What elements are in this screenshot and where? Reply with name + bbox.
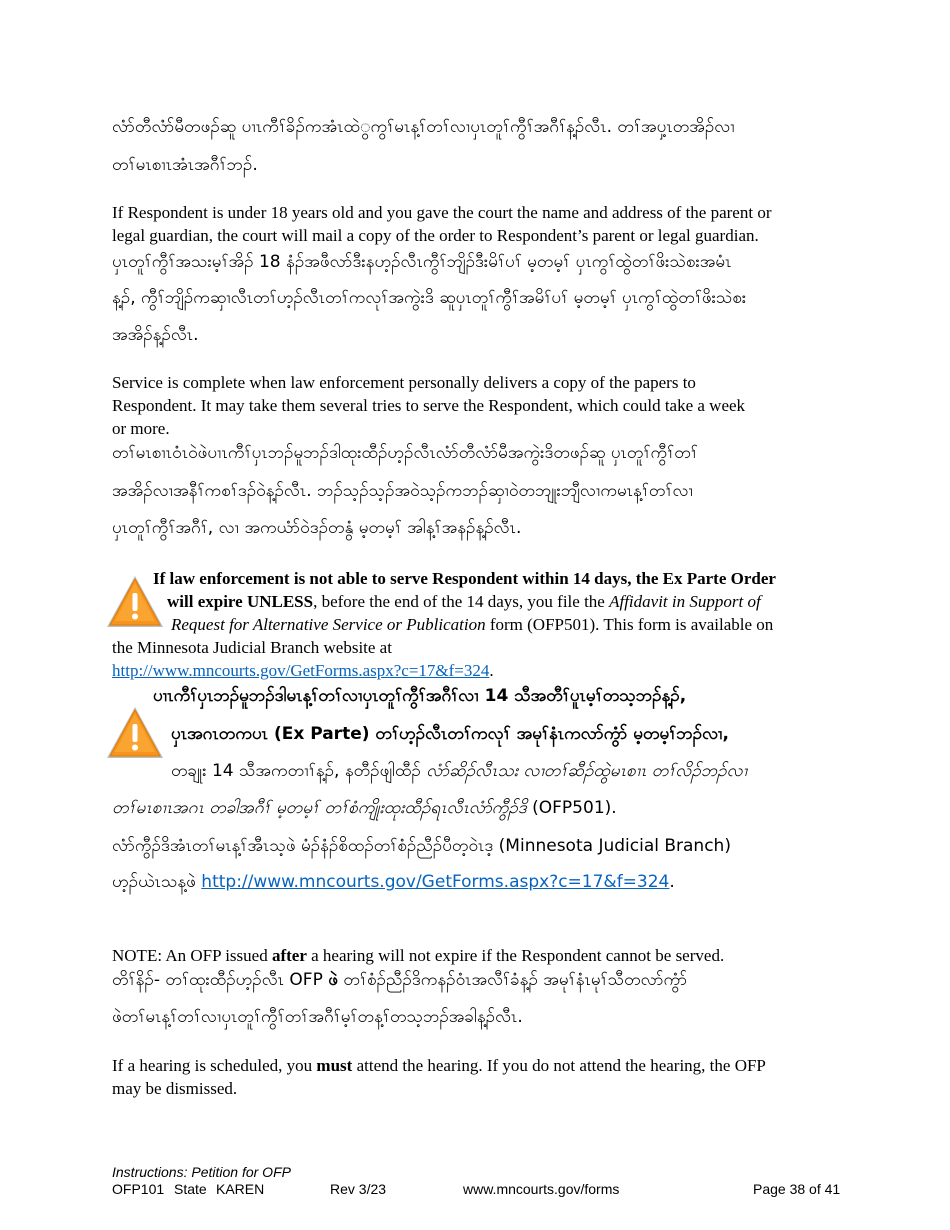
karen-paragraph-3-line-1: တၢ်မၤစၢၤဝံၤဝဲဖဲပၢၤကီၢ်ပှၤဘၣ်မူဘၣ်ဒါထုးထီၣ်ဟ့ၣ်လီၤလံာ်တီလံာ်မီအကွဲးဒိတဖၣ်ဆူ ပှၤတူၢ်ကွီၢ်တၢ် <box>112 443 698 463</box>
warning-karen-line-3 <box>171 752 747 790</box>
note-karen-bold: ဖဲ <box>328 970 338 990</box>
hearing-bold: must <box>316 1056 353 1075</box>
warning-english-line-1: If law enforcement is not able to serve Respondent within 14 days, the Ex Parte Order <box>153 569 776 588</box>
warning-english-bold: will expire UNLESS <box>167 592 314 611</box>
karen-paragraph-1-line-2: တၢ်မၤစၢၤအံၤအဂီၢ်ဘၣ်. <box>112 155 258 175</box>
warning-karen-line-1: ပၢၤကီၢ်ပှၤဘၣ်မူဘၣ်ဒါမၤန့ၢ်တၢ်လၢပှၤတူၢ်ကွီၢ်အဂီၢ်လၢ 14 သီအတီၢ်ပူၤမ့ၢ်တသ့ဘၣ်န့ၣ်, <box>153 686 687 706</box>
warning-karen-line-6 <box>112 863 675 901</box>
warning-karen-form-title-cont: တၢ်မၤစၢၤအဂၤ တခါအဂီၢ် မ့တမ့ၢ် တၢ်စံကျိုးထုးထီၣ်ရၤလီၤလံာ်ကွီၣ်ဒိ <box>112 798 527 818</box>
karen-paragraph-2-line-1: ပှၤတူၢ်ကွီၢ်အသးမ့ၢ်အိၣ် 18 နံၣ်အဖီလာ်ဒီးနဟ့ၣ်လီၤကွီၢ်ဘျိၣ်ဒီးမိၢ်ပၢ် မ့တမ့ၢ် ပှၤကွၢ်ထွဲတၢ်ဖိးသဲစးအမံၤ <box>112 252 732 272</box>
footer-language: KAREN <box>216 1181 265 1197</box>
footer-state: State <box>174 1181 207 1197</box>
karen-paragraph-2-line-3: အအိၣ်န့ၣ်လီၤ. <box>112 325 199 345</box>
note-karen-line-2: ဖဲတၢ်မၤန့ၢ်တၢ်လၢပှၤတူၢ်ကွီၢ်တၢ်အဂီၢ်မ့ၢ်တန့ၢ်တသ့ဘၣ်အခါန့ၣ်လီၤ. <box>112 1007 523 1027</box>
footer-title: Instructions: Petition for OFP <box>112 1164 291 1180</box>
english-paragraph-2-line-1: If Respondent is under 18 years old and you gave the court the name and address of the parent or <box>112 203 772 222</box>
footer-revision: Rev 3/23 <box>330 1181 387 1197</box>
note-english-text-c: a hearing will not expire if the Respondent cannot be served. <box>306 946 725 965</box>
warning-english-line-2 <box>167 590 761 613</box>
warning-karen-line-5: လံာ်ကွီၣ်ဒိအံၤတၢ်မၤန့ၢ်အီၤသ့ဖဲ မံၣ်နံၣ်စိထၣ်တၢ်စံၣ်ညီၣ်ပီတ့ဝဲၤဒ့ (Minnesota Judicial Branch) <box>112 836 731 856</box>
hearing-english-line-2: may be dismissed. <box>112 1079 238 1098</box>
english-paragraph-2-line-2: legal guardian, the court will mail a copy of the order to Respondent’s parent or legal guardian. <box>112 226 759 245</box>
note-karen-text-a: တိၢ်နိၣ်- တၢ်ထုးထီၣ်ဟ့ၣ်လီၤ OFP <box>112 970 329 990</box>
warning-karen-period: . <box>669 872 675 892</box>
note-karen-text-c: တၢ်စံၣ်ညီၣ်ဒိကနၣ်ဝံၤအလီၢ်ခံန့ၣ် အမုၢ်နံၤမုၢ်သီတလာ်ကွံာ် <box>337 970 688 990</box>
warning-english-form-title: Affidavit in Support of <box>609 592 761 611</box>
warning-karen-form-number: (OFP501). <box>526 798 617 818</box>
warning-english-line-3 <box>171 613 773 636</box>
warning-english-text: , before the end of the 14 days, you file the <box>313 592 610 611</box>
karen-paragraph-3-line-2: အအိၣ်လၢအနီၢ်ကစၢ်ဒၣ်ဝဲန့ၣ်လီၤ. ဘၣ်သ့ၣ်သ့ၣ်အဝဲသ့ၣ်ကဘၣ်ဆှၢဝဲတဘျုးဘျီလၢကမၤန့ၢ်တၢ်လၢ <box>112 481 693 501</box>
forms-link-english[interactable]: http://www.mncourts.gov/GetForms.aspx?c=17&f=324 <box>112 661 490 680</box>
warning-english-form-title-cont: Request for Alternative Service or Publication <box>171 615 486 634</box>
footer-website: www.mncourts.gov/forms <box>463 1181 620 1197</box>
hearing-text-c: attend the hearing. If you do not attend the hearing, the OFP <box>352 1056 766 1075</box>
footer-page-number: Page 38 of 41 <box>753 1181 841 1197</box>
warning-karen-text: တချုး 14 သီအကတၢၢ်န့ၣ်, နတီၣ်ဖျါထီၣ် <box>171 761 427 781</box>
warning-karen-line-4 <box>112 789 617 827</box>
warning-english-form-text: form (OFP501). This form is available on <box>485 615 774 634</box>
hearing-english-line-1 <box>112 1054 766 1077</box>
karen-paragraph-1-line-1: လံာ်တီလံာ်မီတဖၣ်ဆူ ပၢၤကီၢ်ခိၣ်ကအံၤထဲွကွၢ်မၤန့ၢ်တၢ်လၢပှၤတူၢ်ကွီၢ်အဂီၢ်န့ၣ်လီၤ. တၢ်အပှ့ၤတအိၣ်လၢ <box>112 117 735 137</box>
warning-english-line-4: the Minnesota Judicial Branch website at <box>112 638 392 657</box>
english-paragraph-3-line-3: or more. <box>112 419 170 438</box>
forms-link-karen[interactable]: http://www.mncourts.gov/GetForms.aspx?c=17&f=324 <box>201 872 670 892</box>
warning-karen-form-title: လံာ်ဆိၣ်လီၤသး လၢတၢ်ဆီၣ်ထွဲမၤစၢၤ တၢ်လိၣ်ဘၣ်လၢ <box>426 761 748 781</box>
hearing-text-a: If a hearing is scheduled, you <box>112 1056 317 1075</box>
english-paragraph-3-line-1: Service is complete when law enforcement personally delivers a copy of the papers to <box>112 373 696 392</box>
note-karen-line-1 <box>112 961 687 999</box>
english-paragraph-3-line-2: Respondent. It may take them several tries to serve the Respondent, which could take a week <box>112 396 746 415</box>
footer-form-number: OFP101 <box>112 1181 165 1197</box>
karen-paragraph-3-line-3: ပှၤတူၢ်ကွီၢ်အဂီၢ်, လၢ အကယံာ်ဝဲဒၣ်တနွံ မ့တမ့ၢ် အါန့ၢ်အနၣ်န့ၣ်လီၤ. <box>112 518 522 538</box>
note-english-text-a: NOTE: An OFP issued <box>112 946 272 965</box>
note-english-bold: after <box>271 946 307 965</box>
warning-english-period: . <box>489 661 494 680</box>
karen-paragraph-2-line-2: န့ၣ်, ကွီၢ်ဘျိၣ်ကဆှၢလီၤတၢ်ဟ့ၣ်လီၤတၢ်ကလုၢ်အကွဲးဒိ ဆူပှၤတူၢ်ကွီၢ်အမိၢ်ပၢ် မ့တမ့ၢ် ပှၤကွၢ်ထွဲတၢ်ဖိးသဲစး <box>112 288 747 308</box>
warning-karen-website-text: ဟ့ၣ်ယဲၤသန့ဖဲ <box>112 872 202 892</box>
warning-karen-line-2: ပှၤအဂၤတကပၤ (Ex Parte) တၢ်ဟ့ၣ်လီၤတၢ်ကလုၢ် အမုၢ်နံၤကလာ်ကွံာ် မ့တမ့ၢ်ဘၣ်လၢ, <box>171 724 730 744</box>
